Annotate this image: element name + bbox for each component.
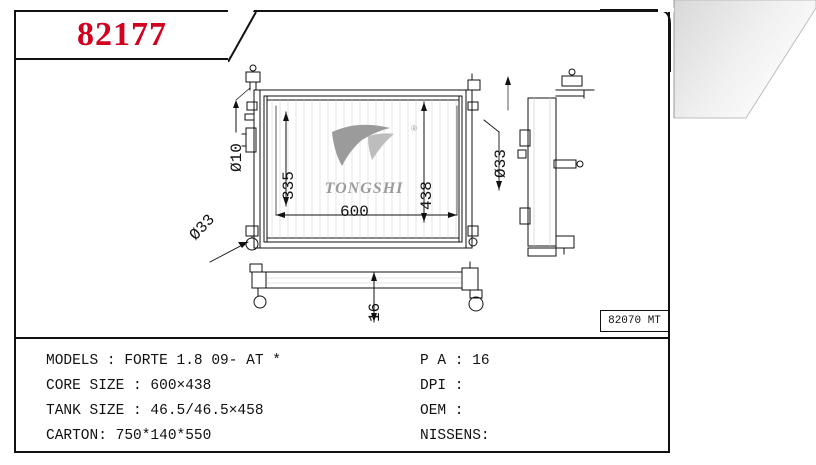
- specifications-left-column: [46, 349, 281, 449]
- dim-inlet-diameter: Ø10: [228, 143, 246, 172]
- dim-outlet-diameter-right: Ø33: [492, 149, 510, 178]
- dim-core-height-inner: 335: [280, 171, 298, 200]
- dim-core-width: 600: [340, 203, 369, 221]
- spec-carton: CARTON: 750*140*550: [46, 428, 212, 444]
- dim-overall-height: 438: [418, 181, 436, 210]
- spec-oem: OEM :: [420, 403, 464, 419]
- part-number: 82177: [77, 16, 167, 53]
- drawing-code-box: [600, 310, 668, 332]
- spec-pa: P A : 16: [420, 353, 490, 369]
- drawing-code: 82070 MT: [608, 315, 661, 327]
- part-number-slant-line: [228, 12, 258, 62]
- spec-models: MODELS : FORTE 1.8 09- AT *: [46, 353, 281, 369]
- registered-mark-icon: ®: [411, 124, 417, 133]
- corner-shading-shape: [668, 0, 816, 140]
- dim-depth: 16: [366, 302, 384, 322]
- spec-dpi: DPI :: [420, 378, 464, 394]
- spec-nissens: NISSENS:: [420, 428, 490, 444]
- spec-tank-size: TANK SIZE : 46.5/46.5×458: [46, 403, 264, 419]
- tongshi-logo-mark: [328, 122, 400, 174]
- spec-core-size: CORE SIZE : 600×438: [46, 378, 212, 394]
- dim-outlet-diameter-left: Ø33: [186, 210, 219, 245]
- tongshi-logo: [310, 122, 418, 202]
- specifications-box: [16, 337, 668, 451]
- logo-wordmark: TONGSHI: [324, 180, 404, 197]
- specifications-right-column: [420, 349, 490, 449]
